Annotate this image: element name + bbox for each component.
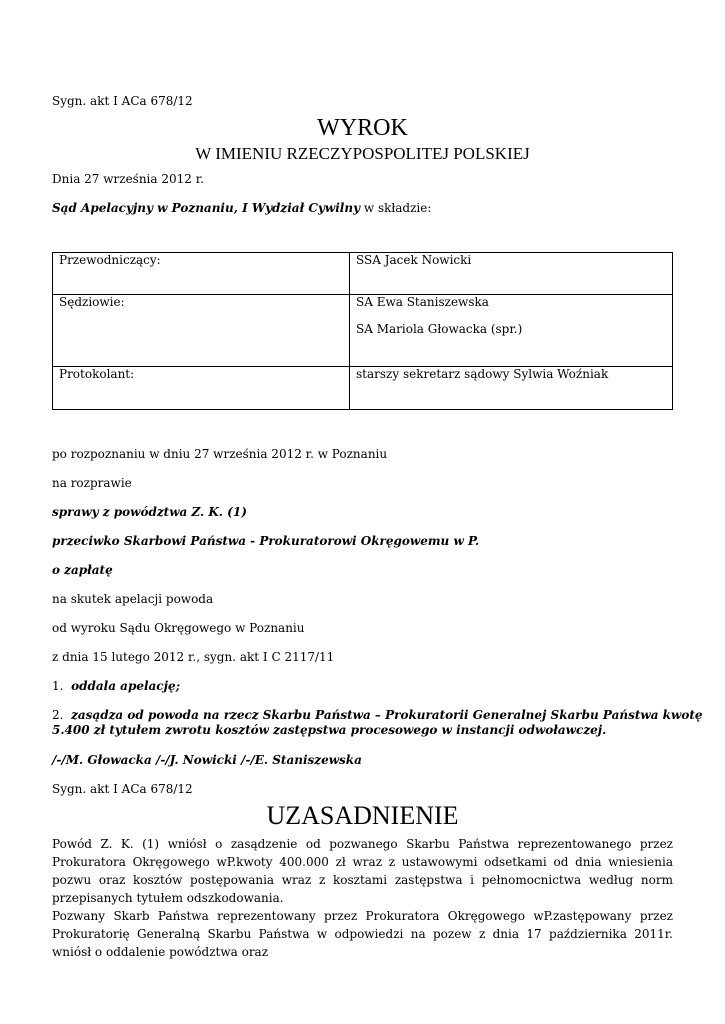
panel-row-clerk (53, 367, 673, 410)
panel-names: starszy sekretarz sądowy Sylwia Woźniak (350, 367, 673, 410)
lower-judgment-line: z dnia 15 lutego 2012 r., sygn. akt I C 2117/11 (52, 650, 335, 664)
case-defendant: przeciwko Skarbowi Państwa - Prokuratorowi Okręgowemu w P. (52, 534, 480, 548)
panel-row-judges (53, 295, 673, 367)
justification-title: UZASADNIENIE (266, 801, 459, 830)
panel-names: SA Ewa Staniszewska SA Mariola Głowacka (spr.) (350, 295, 673, 367)
lower-court-line: od wyroku Sądu Okręgowego w Poznaniu (52, 621, 305, 635)
hearing-type: na rozprawie (52, 476, 132, 490)
ruling-item-2: 2. zasądza od powoda na rzecz Skarbu Państwa – Prokuratorii Generalnej Skarbu Państwa kwotę (52, 708, 703, 722)
panel-row-chair (53, 253, 673, 295)
hearing-date-line: po rozpoznaniu w dniu 27 września 2012 r. w Poznaniu (52, 447, 388, 461)
judge-signatures: /-/M. Głowacka /-/J. Nowicki /-/E. Staniszewska (52, 753, 362, 767)
justification-paragraph-1: Powód Z. K. (1) wniósł o zasądzenie od pozwanego Skarbu Państwa reprezentowanego przez Prokuratora Okręgowego wP.kwoty 400.000 zł wraz z ustawowymi odsetkami od dnia wniesienia pozwu oraz kosztów postępowania wraz z kosztami zastępstwa i pełnomocnictwa według norm przepisanych tytułem odszkodowania. (52, 837, 673, 905)
court-line (52, 201, 431, 215)
judgment-title: WYROK (317, 115, 408, 141)
judgment-subtitle: W IMIENIU RZECZYPOSPOLITEJ POLSKIEJ (195, 144, 530, 163)
judgment-date: Dnia 27 września 2012 r. (52, 172, 204, 186)
case-signature-top: Sygn. akt I ACa 678/12 (52, 94, 193, 108)
court-suffix: w składzie: (360, 201, 432, 215)
court-name: Sąd Apelacyjny w Poznaniu, I Wydział Cywilny (52, 201, 361, 215)
ruling-item-1: 1. oddala apelację; (52, 679, 181, 693)
appeal-line: na skutek apelacji powoda (52, 592, 214, 606)
justification-paragraph-2: Pozwany Skarb Państwa reprezentowany przez Prokuratora Okręgowego wP.zastępowany przez Prokuratorię Generalną Skarbu Państwa w odpowiedzi na pozew z dnia 17 października 2011r. wniósł o oddalenie powództwa oraz (52, 909, 673, 959)
panel-role: Protokolant: (53, 367, 350, 410)
panel-role: Przewodniczący: (53, 253, 350, 295)
panel-role: Sędziowie: (53, 295, 350, 367)
panel-table (52, 252, 673, 410)
case-subject: o zapłatę (52, 563, 113, 577)
ruling-item-2-cont: 5.400 zł tytułem zwrotu kosztów zastępstwa procesowego w instancji odwoławczej. (52, 723, 607, 737)
case-signature-bottom: Sygn. akt I ACa 678/12 (52, 782, 193, 796)
case-plaintiff: sprawy z powództwa Z. K. (1) (52, 505, 247, 519)
panel-names: SSA Jacek Nowicki (350, 253, 673, 295)
